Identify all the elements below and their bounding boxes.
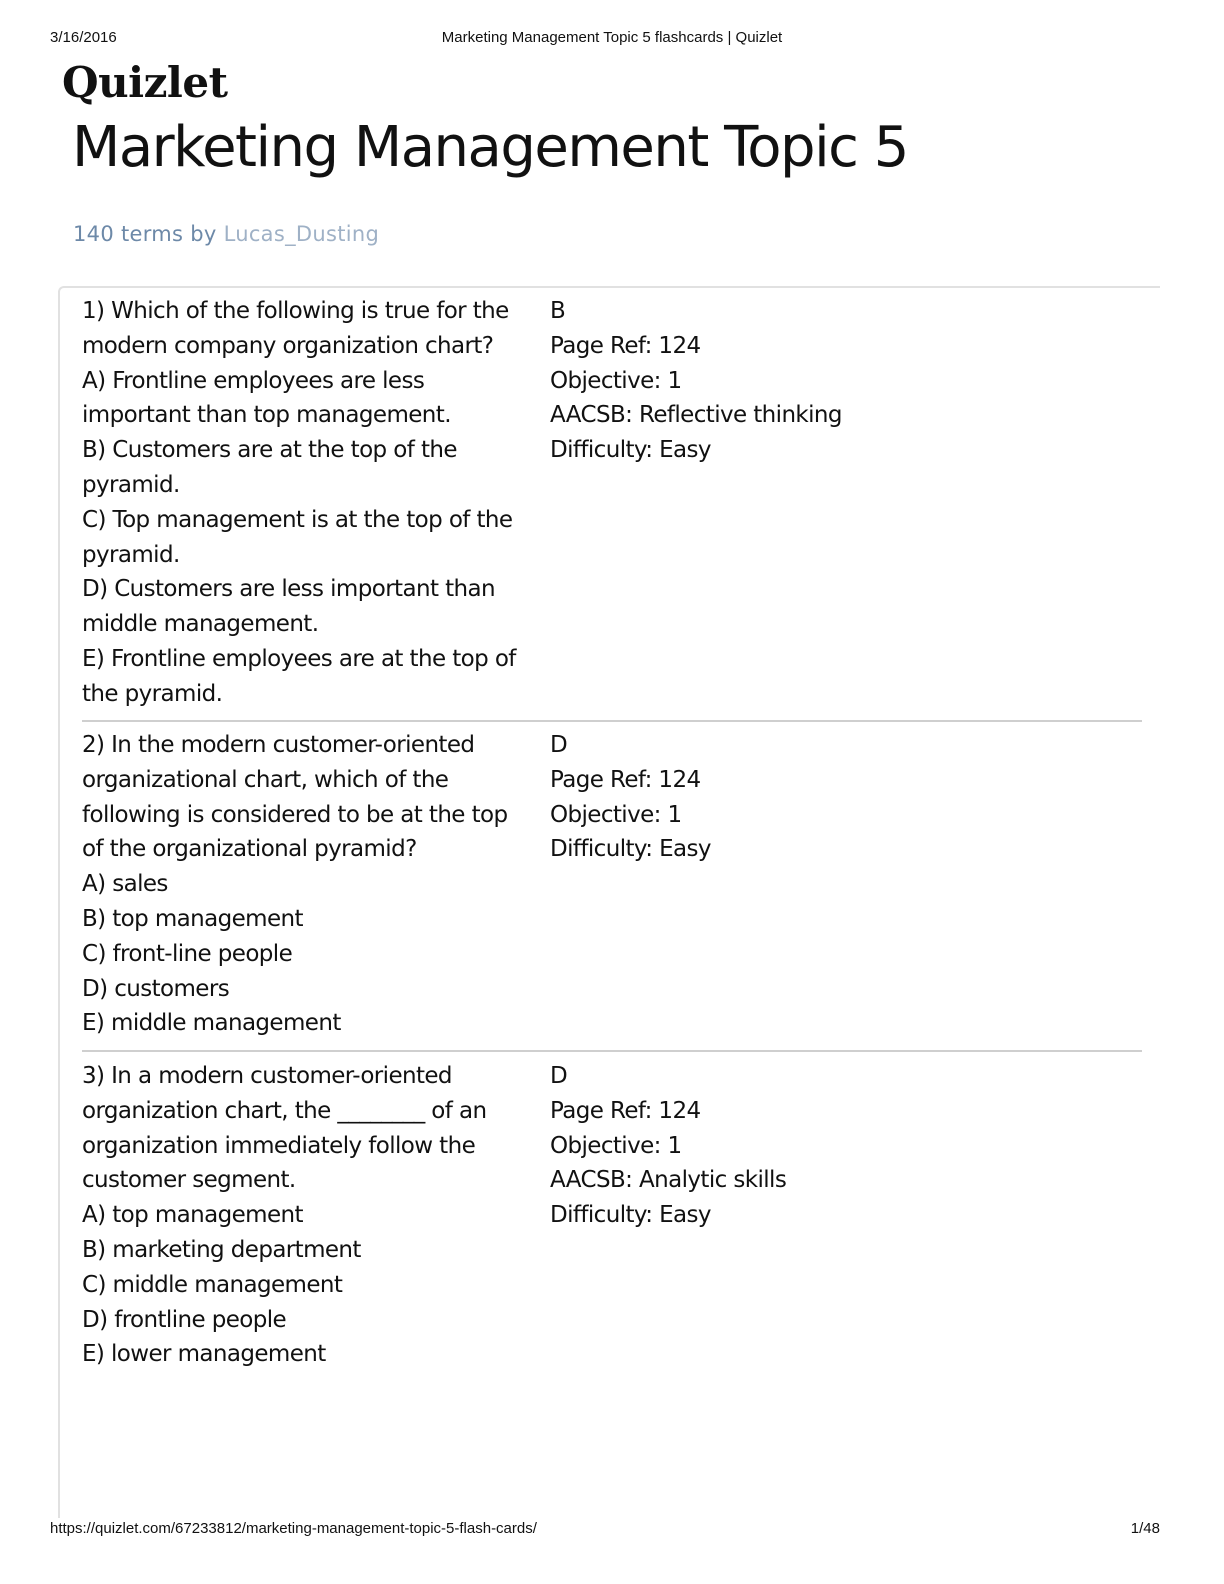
answer-line: D <box>550 1063 568 1089</box>
question-line: C) middle management <box>82 1271 343 1298</box>
question-line: middle management. <box>82 611 319 638</box>
answer-line: AACSB: Reflective thinking <box>550 402 842 429</box>
question-line: organization chart, the ________ of an <box>82 1097 487 1124</box>
question-line: E) Frontline employees are at the top of <box>82 645 516 672</box>
print-title: Marketing Management Topic 5 flashcards | Quizlet <box>441 29 783 46</box>
term-answer <box>550 728 1110 867</box>
answer-line: Difficulty: Easy <box>550 437 711 464</box>
question-line: C) front-line people <box>82 940 293 967</box>
answer-line: Page Ref: 124 <box>550 1097 701 1124</box>
terms-list <box>58 286 1160 1518</box>
question-line: of the organizational pyramid? <box>82 836 417 863</box>
question-line: B) top management <box>82 905 303 932</box>
question-line: E) lower management <box>82 1341 326 1368</box>
answer-line: Page Ref: 124 <box>550 332 701 359</box>
question-line: A) top management <box>82 1202 303 1229</box>
question-line: B) Customers are at the top of the <box>82 437 457 464</box>
answer-line: AACSB: Analytic skills <box>550 1167 787 1194</box>
question-line: pyramid. <box>82 471 180 498</box>
answer-line: Objective: 1 <box>550 801 682 828</box>
term-question <box>82 728 532 1041</box>
term-question <box>82 1059 532 1372</box>
question-line: pyramid. <box>82 541 180 568</box>
term-row <box>82 294 1142 722</box>
print-header <box>0 29 1224 49</box>
question-line: important than top management. <box>82 402 451 429</box>
answer-line: Page Ref: 124 <box>550 766 701 793</box>
question-line: C) Top management is at the top of the <box>82 506 513 533</box>
page-number: 1/48 <box>1130 1520 1160 1537</box>
question-line: D) frontline people <box>82 1306 287 1333</box>
question-line: D) customers <box>82 975 230 1002</box>
question-line: E) middle management <box>82 1010 341 1037</box>
set-meta <box>73 222 379 246</box>
question-line: modern company organization chart? <box>82 332 494 359</box>
print-url: https://quizlet.com/67233812/marketing-management-topic-5-flash-cards/ <box>50 1520 537 1537</box>
author-link[interactable]: Lucas_Dusting <box>223 222 380 246</box>
question-line: organization immediately follow the <box>82 1132 476 1159</box>
answer-line: Difficulty: Easy <box>550 1202 711 1229</box>
question-line: organizational chart, which of the <box>82 766 449 793</box>
question-line: A) Frontline employees are less <box>82 367 425 394</box>
answer-line: Objective: 1 <box>550 367 682 394</box>
term-answer <box>550 294 1110 468</box>
term-row <box>82 728 1142 1052</box>
answer-line: B <box>550 298 566 324</box>
quizlet-logo[interactable]: Quizlet <box>62 58 228 107</box>
question-line: D) Customers are less important than <box>82 576 495 603</box>
page-title: Marketing Management Topic 5 <box>72 115 908 180</box>
question-line: 2) In the modern customer-oriented <box>82 732 475 758</box>
print-footer <box>0 1520 1224 1540</box>
answer-line: D <box>550 732 568 758</box>
question-line: following is considered to be at the top <box>82 801 508 828</box>
question-line: 3) In a modern customer-oriented <box>82 1063 452 1089</box>
question-line: customer segment. <box>82 1167 296 1194</box>
term-question <box>82 294 532 712</box>
term-answer <box>550 1059 1110 1233</box>
question-line: 1) Which of the following is true for the <box>82 298 509 324</box>
question-line: B) marketing department <box>82 1236 361 1263</box>
print-date: 3/16/2016 <box>50 29 117 46</box>
term-row <box>82 1059 1142 1379</box>
question-line: A) sales <box>82 871 168 898</box>
question-line: the pyramid. <box>82 680 223 707</box>
answer-line: Objective: 1 <box>550 1132 682 1159</box>
terms-count: 140 terms by <box>73 222 217 246</box>
answer-line: Difficulty: Easy <box>550 836 711 863</box>
